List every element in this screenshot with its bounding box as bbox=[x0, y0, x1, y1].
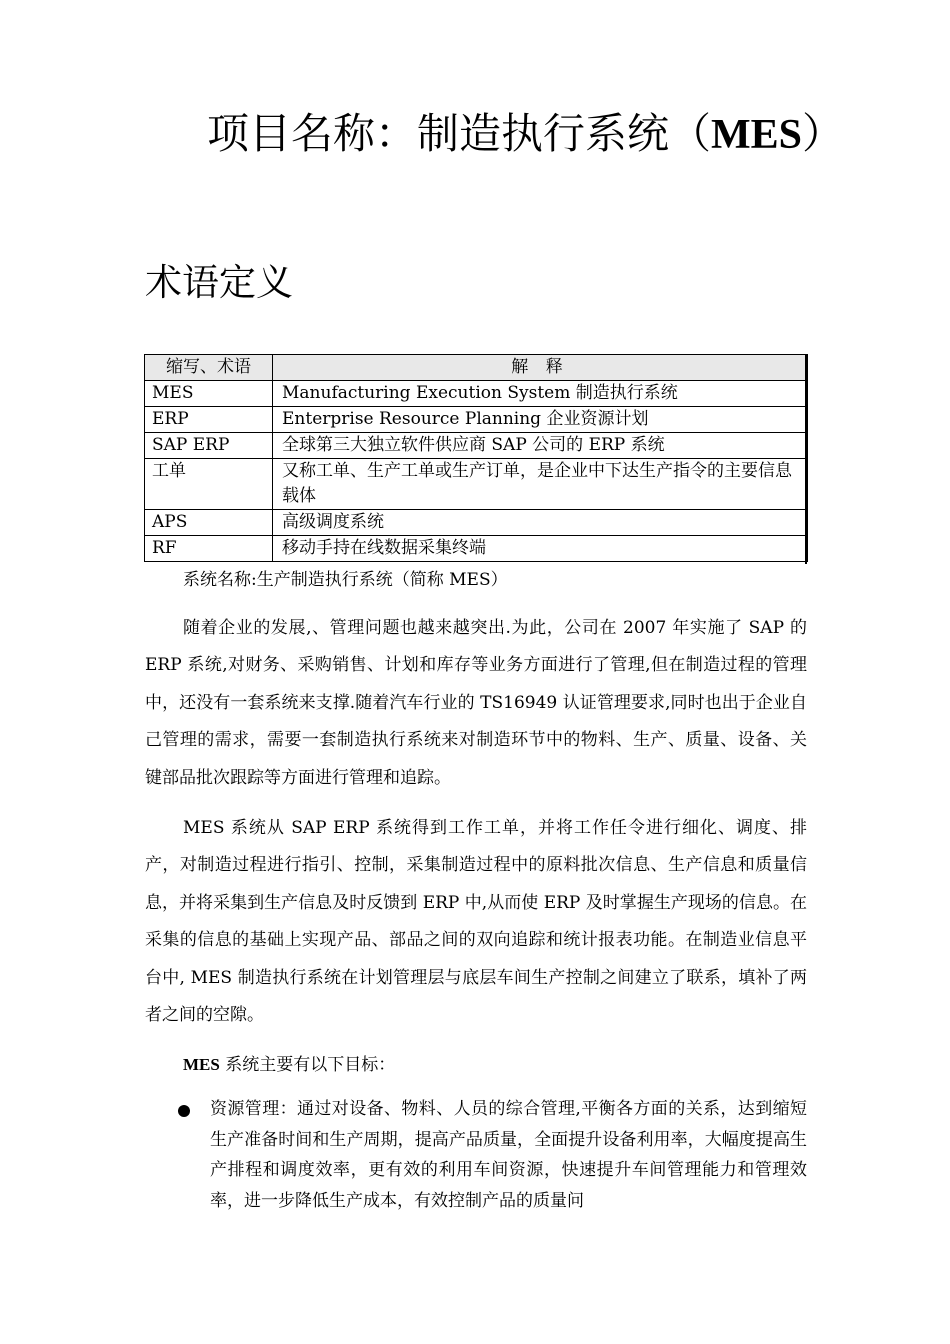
paragraph-mes-overview: MES 系统从 SAP ERP 系统得到工作工单，并将工作任令进行细化、调度、排产，对制造过程进行指引、控制，采集制造过程中的原料批次信息、生产信息和质量信息，并将采集到生产信息及时反馈到 ERP 中,从而使 ERP 及时掌握生产现场的信息。在采集的信息的基础上实现产品、部品之间的双向追踪和统计报表功能。在制造业信息平台中, MES 制造执行系统在计划管理层与底层车间生产控制之间建立了联系，填补了两者之间的空隙。 bbox=[145, 818, 807, 1026]
term-definition: Enterprise Resource Planning 企业资源计划 bbox=[273, 407, 808, 433]
header-abbreviation: 缩写、术语 bbox=[145, 355, 273, 381]
term-abbr: MES bbox=[145, 381, 273, 407]
title-suffix: ） bbox=[802, 109, 845, 158]
system-name-caption: 系统名称:生产制造执行系统（简称 MES） bbox=[183, 570, 508, 590]
goal-resource-management: 资源管理：通过对设备、物料、人员的综合管理,平衡各方面的关系，达到缩短生产准备时间和生产周期，提高产品质量，全面提升设备利用率，大幅度提高生产排程和调度效率，更有效的利用车间资源，快速提升车间管理能力和管理效率，进一步降低生产成本，有效控制产品的质量问 bbox=[210, 1099, 807, 1211]
term-definition: 全球第三大独立软件供应商 SAP 公司的 ERP 系统 bbox=[273, 433, 808, 459]
table-row bbox=[145, 381, 808, 407]
term-abbr: SAP ERP bbox=[145, 433, 273, 459]
table-row bbox=[145, 510, 808, 536]
term-abbr: ERP bbox=[145, 407, 273, 433]
goals-label-mes: MES bbox=[183, 1055, 220, 1074]
goals-label-text: 系统主要有以下目标： bbox=[219, 1055, 396, 1075]
bullet-icon bbox=[178, 1105, 190, 1117]
table-row bbox=[145, 536, 808, 562]
term-abbr: 工单 bbox=[145, 459, 273, 510]
terms-table bbox=[144, 354, 808, 562]
title-prefix: 项目名称：制造执行系统（ bbox=[207, 109, 712, 158]
header-explanation: 解 释 bbox=[273, 355, 808, 381]
term-abbr: APS bbox=[145, 510, 273, 536]
section-heading-terms: 术语定义 bbox=[145, 261, 293, 304]
table-row bbox=[145, 459, 808, 510]
term-definition: 移动手持在线数据采集终端 bbox=[273, 536, 808, 562]
table-header-row bbox=[145, 355, 808, 381]
table-row bbox=[145, 433, 808, 459]
term-abbr: RF bbox=[145, 536, 273, 562]
term-definition: 高级调度系统 bbox=[273, 510, 808, 536]
paragraph-background: 随着企业的发展,、管理问题也越来越突出.为此，公司在 2007 年实施了 SAP 的 ERP 系统,对财务、采购销售、计划和库存等业务方面进行了管理,但在制造过程的管理中，还没有一套系统来支撑.随着汽车行业的 TS16949 认证管理要求,同时也出于企业自己管理的需求，需要一套制造执行系统来对制造环节中的物料、生产、质量、设备、关键部品批次跟踪等方面进行管理和追踪。 bbox=[145, 618, 807, 788]
term-definition: 又称工单、生产工单或生产订单，是企业中下达生产指令的主要信息载体 bbox=[273, 459, 808, 510]
term-definition: Manufacturing Execution System 制造执行系统 bbox=[273, 381, 808, 407]
goals-label bbox=[183, 1050, 395, 1080]
table-row bbox=[145, 407, 808, 433]
document-title bbox=[0, 104, 950, 165]
table-shadow-border bbox=[805, 354, 807, 564]
title-mes: MES bbox=[711, 112, 803, 158]
